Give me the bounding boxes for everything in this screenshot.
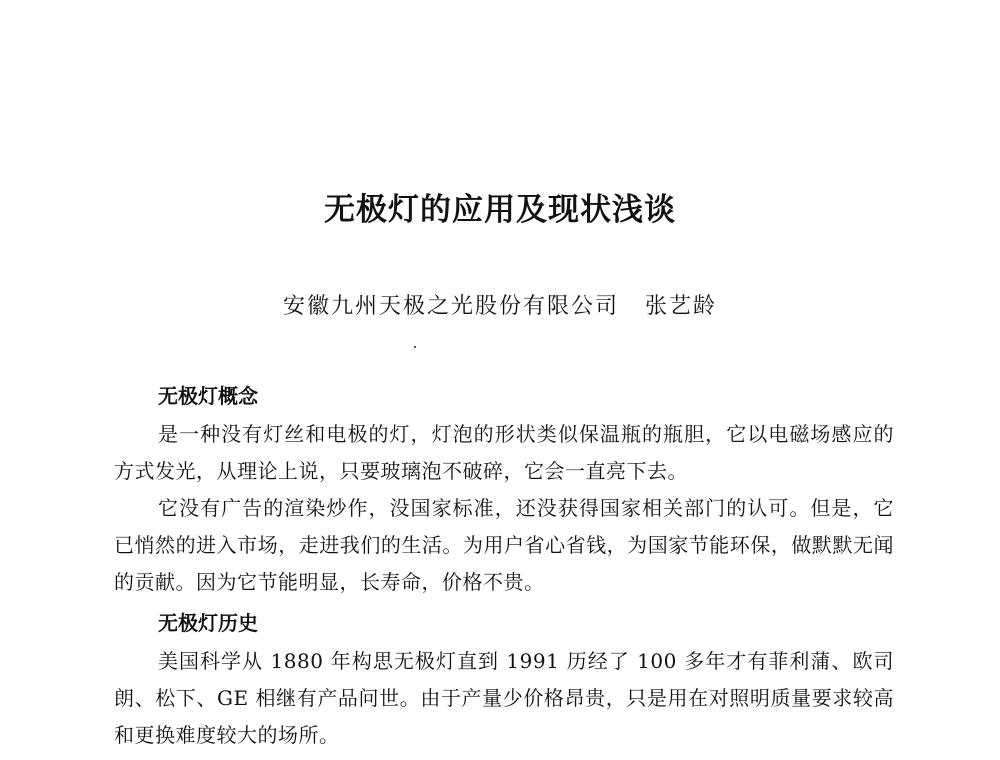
author-name: 张艺龄 (645, 294, 718, 319)
section-heading-history: 无极灯历史 (158, 611, 258, 635)
paragraph: 它没有广告的渲染炒作，没国家标准，还没获得国家相关部门的认可。但是，它已悄然的进入市场，走进我们的生活。为用户省心省钱，为国家节能环保，做默默无闻的贡献。因为它节能明显，长寿命，价格不贵。 (114, 496, 894, 594)
affiliation: 安徽九州天极之光股份有限公司 (282, 294, 619, 319)
stray-mark (414, 346, 416, 348)
byline (0, 289, 1000, 320)
paragraph: 是一种没有灯丝和电极的灯，灯泡的形状类似保温瓶的瓶胆，它以电磁场感应的方式发光，从理论上说，只要玻璃泡不破碎，它会一直亮下去。 (114, 422, 894, 483)
section-heading-concept: 无极灯概念 (158, 384, 258, 408)
paragraph: 美国科学从 1880 年构思无极灯直到 1991 历经了 100 多年才有菲利蒲、欧司朗、松下、GE 相继有产品问世。由于产量少价格昂贵，只是用在对照明质量要求较高和更换难度较大的场所。 (114, 649, 894, 747)
document-body (114, 376, 894, 754)
document-title: 无极灯的应用及现状浅谈 (324, 192, 676, 228)
